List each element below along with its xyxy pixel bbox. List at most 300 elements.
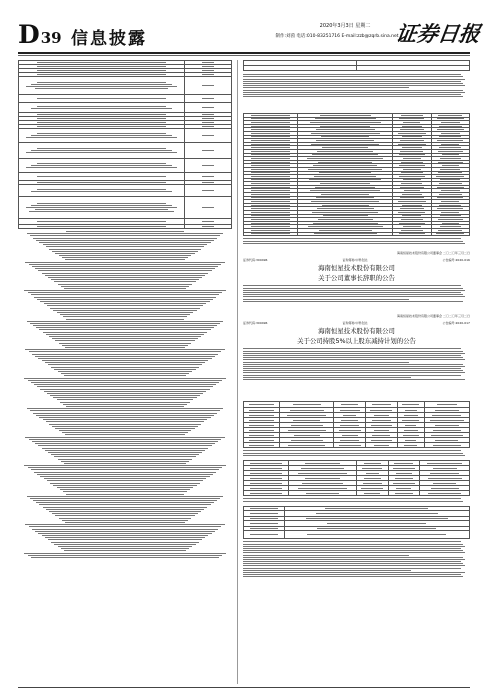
fine-print-line: [402, 404, 419, 405]
fine-print-line: [401, 183, 422, 184]
fine-print-line: [39, 417, 210, 418]
table-cell: [185, 197, 232, 219]
fine-print-line: [52, 338, 198, 339]
fine-print-line: [243, 285, 461, 286]
fine-print-line: [400, 151, 423, 152]
fine-print-line: [372, 404, 391, 405]
fine-print-line: [52, 426, 198, 427]
fine-print-line: [64, 375, 186, 376]
fine-print-line: [29, 211, 174, 212]
fine-print-line: [364, 478, 381, 479]
fine-print-line: [243, 568, 461, 569]
table-cell: [185, 225, 232, 229]
table-cell: [185, 129, 232, 143]
fine-print-line: [249, 435, 274, 436]
fine-print-line: [54, 281, 195, 282]
fine-print-line: [437, 140, 463, 141]
fine-print-line: [243, 296, 465, 297]
fine-print-line: [42, 448, 209, 449]
fine-print-line: [402, 136, 422, 137]
fine-print-line: [251, 147, 290, 148]
fine-print-line: [250, 518, 279, 519]
fine-print-line: [31, 382, 219, 383]
fine-print-line: [243, 574, 461, 575]
fine-print-line: [202, 135, 215, 136]
table-cell: [244, 232, 298, 236]
fine-print-line: [243, 238, 461, 239]
fine-print-line: [202, 107, 215, 108]
fine-print-line: [66, 494, 184, 495]
fine-print-line: [24, 465, 225, 466]
fine-print-line: [45, 450, 206, 451]
fine-print-line: [399, 223, 425, 224]
fine-print-line: [402, 126, 423, 127]
fine-print-line: [316, 197, 374, 198]
table-cell: [289, 491, 357, 496]
footer-rule: [18, 687, 470, 688]
fine-print-line: [243, 364, 463, 365]
table-cell: [244, 491, 289, 496]
right-header-cell: [244, 66, 357, 71]
fine-print-line: [49, 424, 201, 425]
stock-code: 证券代码:300496: [243, 258, 268, 263]
stock-short-name: 证券简称:中科创达: [342, 258, 368, 263]
fine-print-line: [438, 230, 462, 231]
fine-print-line: [428, 493, 461, 494]
fine-print-line: [251, 165, 290, 166]
fine-print-line: [45, 362, 206, 363]
fine-print-line: [243, 362, 409, 363]
fine-print-line: [364, 493, 380, 494]
fine-print-line: [243, 74, 461, 75]
table-cell: [244, 443, 280, 448]
fine-print-line: [398, 212, 425, 213]
fine-print-line: [398, 201, 426, 202]
fine-print-line: [249, 415, 274, 416]
fine-print-line: [437, 118, 464, 119]
fine-print-line: [441, 201, 459, 202]
fine-print-line: [65, 522, 185, 523]
fine-print-line: [327, 523, 426, 524]
fine-print-line: [31, 150, 171, 151]
fine-print-line: [243, 552, 465, 553]
fine-print-line: [64, 550, 186, 551]
history-row: [244, 491, 470, 496]
plan-note: [243, 449, 470, 459]
fine-print-line: [293, 420, 320, 421]
fine-print-line: [291, 440, 323, 441]
table-cell: [185, 159, 232, 173]
fine-print-line: [61, 548, 189, 549]
fine-print-line: [243, 541, 461, 542]
fine-print-line: [202, 62, 215, 63]
fine-print-line: [293, 404, 321, 405]
table-cell: [280, 443, 334, 448]
fine-print-line: [37, 203, 166, 204]
fine-print-line: [437, 129, 464, 130]
fine-print-line: [393, 468, 415, 469]
fine-print-line: [63, 404, 187, 405]
fine-print-line: [432, 415, 461, 416]
fine-print-line: [440, 215, 461, 216]
fine-print-line: [30, 498, 220, 499]
fine-print-line: [37, 163, 166, 164]
notice-number: 公告编号:2020-016: [442, 258, 470, 263]
fine-print-line: [243, 563, 463, 564]
fine-print-line: [36, 415, 214, 416]
fine-print-line: [251, 126, 290, 127]
table-cell: [424, 443, 469, 448]
fine-print-line: [316, 140, 374, 141]
fine-print-line: [403, 158, 422, 159]
fine-print-line: [400, 129, 424, 130]
fine-print-line: [202, 74, 215, 75]
fine-print-line: [320, 126, 369, 127]
fine-print-line: [243, 76, 463, 77]
fine-print-line: [54, 369, 195, 370]
fine-print-line: [405, 425, 416, 426]
fine-print-line: [37, 182, 166, 183]
table-cell: [19, 77, 185, 95]
fine-print-line: [26, 137, 177, 138]
fine-print-line: [440, 169, 460, 170]
fine-print-line: [243, 550, 463, 551]
fine-print-line: [402, 215, 421, 216]
fine-print-line: [51, 454, 199, 455]
stock-short-name: 证券简称:中科创达: [342, 321, 368, 326]
fine-print-line: [372, 420, 390, 421]
fine-print-line: [59, 430, 192, 431]
fine-print-line: [401, 219, 424, 220]
fine-print-line: [57, 399, 194, 400]
fine-print-line: [31, 135, 171, 136]
fine-print-line: [36, 327, 214, 328]
fine-print-line: [26, 86, 177, 87]
left-table-row: [19, 95, 232, 103]
fine-print-line: [35, 531, 215, 532]
fine-print-line: [27, 233, 224, 234]
signature-1: 海南恒星技术股份有限公司董事会 二〇二〇年三月二日: [397, 251, 470, 256]
fine-print-line: [400, 187, 425, 188]
fine-print-line: [64, 463, 186, 464]
fine-print-line: [243, 546, 465, 547]
fine-print-line: [288, 445, 325, 446]
fine-print-line: [250, 478, 282, 479]
fine-print-line: [249, 425, 274, 426]
fine-print-line: [288, 430, 326, 431]
fine-print-line: [243, 570, 411, 571]
notice-number: 公告编号:2020-017: [442, 321, 470, 326]
fine-print-line: [251, 162, 290, 163]
fine-print-line: [50, 483, 200, 484]
fine-print-line: [62, 432, 188, 433]
fine-print-line: [404, 430, 418, 431]
fine-print-line: [361, 488, 383, 489]
fine-print-line: [440, 226, 461, 227]
fine-print-line: [34, 472, 216, 473]
fine-print-line: [66, 319, 184, 320]
fine-print-line: [65, 434, 185, 435]
fine-print-line: [428, 478, 462, 479]
fine-print-line: [441, 122, 460, 123]
fine-print-line: [403, 435, 419, 436]
fine-print-line: [243, 83, 463, 84]
fine-print-line: [40, 301, 209, 302]
fine-print-line: [399, 165, 425, 166]
fine-print-line: [339, 430, 361, 431]
fine-print-line: [44, 391, 207, 392]
left-table-row: [19, 77, 232, 95]
fine-print-line: [25, 437, 224, 438]
plan-row: [244, 443, 470, 448]
fine-print-line: [66, 406, 184, 407]
fine-print-line: [243, 301, 463, 302]
fine-print-line: [312, 154, 378, 155]
fine-print-line: [438, 115, 462, 116]
fine-print-line: [251, 136, 290, 137]
fine-print-line: [250, 493, 282, 494]
fine-print-line: [37, 148, 166, 149]
fine-print-line: [436, 233, 464, 234]
fine-print-line: [243, 353, 465, 354]
fine-print-line: [294, 435, 320, 436]
fine-print-line: [441, 133, 460, 134]
table-cell: [185, 185, 232, 197]
fine-print-line: [30, 235, 220, 236]
fine-print-line: [395, 493, 413, 494]
fine-print-line: [46, 421, 204, 422]
left-body-text: [18, 231, 232, 558]
fine-print-line: [439, 194, 462, 195]
fine-print-line: [55, 515, 194, 516]
fine-print-line: [343, 415, 357, 416]
fine-print-line: [309, 179, 381, 180]
right-column: [243, 60, 470, 684]
fine-print-line: [29, 526, 222, 527]
left-table-row: [19, 197, 232, 219]
fine-print-line: [34, 297, 216, 298]
fine-print-line: [340, 425, 359, 426]
page-digits: 39: [40, 29, 62, 47]
fine-print-line: [251, 122, 290, 123]
right-intro-text: [243, 73, 470, 111]
fine-print-line: [48, 539, 202, 540]
fine-print-line: [251, 183, 290, 184]
fine-print-line: [63, 491, 187, 492]
fine-print-line: [47, 480, 203, 481]
fine-print-line: [438, 172, 462, 173]
fine-print-line: [321, 136, 369, 137]
fine-print-line: [251, 223, 290, 224]
announcement-2-company: 海南恒星技术股份有限公司: [318, 327, 395, 336]
fine-print-line: [325, 508, 428, 509]
fine-print-line: [251, 215, 290, 216]
holder-note: [243, 237, 470, 249]
fine-print-line: [317, 208, 374, 209]
fine-print-line: [243, 288, 463, 289]
table-cell: [185, 143, 232, 159]
fine-print-line: [46, 246, 204, 247]
fine-print-line: [243, 81, 461, 82]
fine-print-line: [30, 323, 220, 324]
fine-print-line: [249, 440, 274, 441]
fine-print-line: [65, 347, 185, 348]
fine-print-line: [37, 189, 166, 190]
fine-print-line: [37, 98, 166, 99]
fine-print-line: [42, 360, 209, 361]
fine-print-line: [44, 303, 207, 304]
fine-print-line: [400, 197, 424, 198]
fine-print-line: [243, 548, 461, 549]
fine-print-line: [249, 445, 274, 446]
announcement-2-codes: [243, 321, 470, 325]
announcement-1-body: [243, 284, 470, 312]
fine-print-line: [251, 197, 290, 198]
fine-print-line: [53, 397, 196, 398]
fine-print-line: [25, 524, 224, 525]
fine-print-line: [405, 440, 416, 441]
fine-print-line: [31, 84, 171, 85]
fine-print-line: [401, 172, 423, 173]
fine-print-line: [37, 62, 166, 63]
fine-print-line: [243, 243, 465, 244]
fine-print-line: [49, 249, 201, 250]
fine-print-line: [47, 393, 203, 394]
fine-print-line: [37, 474, 212, 475]
fine-print-line: [50, 308, 200, 309]
fine-print-line: [36, 502, 214, 503]
fine-print-line: [202, 207, 215, 208]
history-table: [243, 460, 470, 496]
table-cell: [185, 95, 232, 103]
fine-print-line: [202, 98, 215, 99]
fine-print-line: [250, 473, 282, 474]
fine-print-line: [35, 356, 215, 357]
fine-print-line: [57, 312, 194, 313]
table-cell: [397, 443, 424, 448]
fine-print-line: [401, 230, 423, 231]
left-table-row: [19, 103, 232, 113]
fine-print-line: [243, 366, 465, 367]
fine-print-line: [243, 90, 463, 91]
table-cell: [19, 185, 185, 197]
fine-print-line: [39, 242, 210, 243]
fine-print-line: [321, 194, 370, 195]
masthead: [0, 0, 484, 50]
page-letter: D: [18, 20, 40, 49]
fine-print-line: [243, 555, 409, 556]
fine-print-line: [27, 408, 224, 409]
fine-print-line: [60, 314, 191, 315]
fine-print-line: [48, 277, 202, 278]
header-rule: [18, 52, 470, 54]
fine-print-line: [430, 420, 463, 421]
fine-print-line: [251, 169, 290, 170]
fine-print-line: [202, 226, 215, 227]
table-cell: [244, 531, 285, 539]
header-rule-thin: [18, 55, 470, 56]
fine-print-line: [318, 162, 372, 163]
fine-print-line: [251, 219, 290, 220]
fine-print-line: [26, 152, 177, 153]
fine-print-line: [398, 144, 425, 145]
fine-print-line: [37, 176, 166, 177]
fine-print-line: [437, 197, 463, 198]
fine-print-line: [340, 440, 359, 441]
fine-print-line: [32, 441, 218, 442]
fine-print-line: [374, 430, 389, 431]
announcement-1-company: 海南恒星技术股份有限公司: [318, 264, 395, 273]
fine-print-line: [439, 147, 461, 148]
fine-print-line: [45, 275, 206, 276]
table-cell: [185, 103, 232, 113]
fine-print-line: [320, 115, 371, 116]
fine-print-line: [250, 528, 279, 529]
fine-print-line: [400, 140, 424, 141]
fine-print-line: [62, 257, 188, 258]
fine-print-line: [305, 463, 341, 464]
fine-print-line: [243, 292, 461, 293]
fine-print-line: [431, 488, 459, 489]
table-cell: [19, 159, 185, 173]
fine-print-line: [51, 542, 199, 543]
fine-print-line: [251, 158, 290, 159]
fine-print-line: [37, 221, 166, 222]
fine-print-line: [435, 410, 460, 411]
fine-print-line: [31, 469, 219, 470]
fine-print-line: [403, 226, 421, 227]
fine-print-line: [395, 478, 413, 479]
fine-print-line: [55, 428, 194, 429]
fine-print-line: [24, 378, 225, 379]
left-table-row: [19, 225, 232, 229]
table-cell: [19, 173, 185, 181]
fine-print-line: [48, 364, 202, 365]
fine-print-line: [243, 87, 409, 88]
fine-print-line: [202, 66, 215, 67]
fine-print-line: [433, 445, 460, 446]
fine-print-line: [202, 221, 215, 222]
fine-print-line: [37, 106, 166, 107]
fine-print-line: [249, 410, 274, 411]
fine-print-line: [243, 501, 463, 502]
fine-print-line: [24, 290, 225, 291]
fine-print-line: [307, 534, 446, 535]
fine-print-line: [32, 354, 218, 355]
commitment-table: [243, 506, 470, 539]
fine-print-line: [372, 435, 390, 436]
fine-print-line: [320, 183, 370, 184]
fine-print-line: [43, 244, 208, 245]
fine-print-line: [441, 144, 459, 145]
history-note: [243, 497, 470, 505]
fine-print-line: [439, 136, 461, 137]
left-table-row: [19, 143, 232, 159]
fine-print-line: [402, 420, 419, 421]
fine-print-line: [251, 187, 290, 188]
fine-print-line: [437, 187, 464, 188]
fine-print-line: [243, 79, 465, 80]
section-title: 信息披露: [71, 29, 147, 49]
fine-print-line: [243, 92, 465, 93]
reduction-plan-table: [243, 401, 470, 448]
fine-print-line: [438, 151, 463, 152]
fine-print-line: [37, 66, 166, 67]
fine-print-line: [399, 233, 425, 234]
fine-print-line: [306, 518, 448, 519]
table-cell: [393, 232, 431, 236]
fine-print-line: [38, 358, 211, 359]
